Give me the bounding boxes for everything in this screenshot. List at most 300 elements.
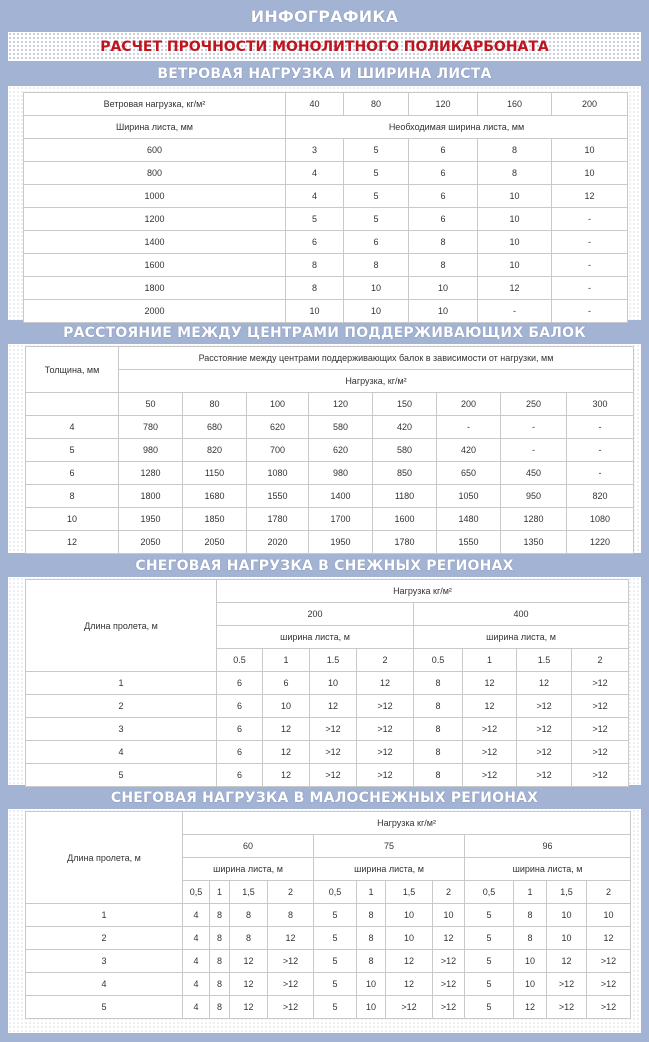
table-cell: 10 (478, 231, 552, 254)
section-heading-lowsnow: СНЕГОВАЯ НАГРУЗКА В МАЛОСНЕЖНЫХ РЕГИОНАХ (110, 790, 539, 806)
table-cell: 6 (263, 672, 310, 695)
table-cell: 8 (409, 254, 478, 277)
sheet-width-value: 0,5 (314, 881, 357, 904)
table-cell: 12 (230, 973, 268, 996)
table-cell: 5 (465, 927, 514, 950)
table-cell: 6 (409, 139, 478, 162)
section-heading-wind: ВЕТРОВАЯ НАГРУЗКА И ШИРИНА ЛИСТА (157, 66, 492, 82)
table-cell: - (552, 231, 628, 254)
table-row (26, 718, 629, 741)
table-cell: 8 (478, 139, 552, 162)
table-cell: 8 (478, 162, 552, 185)
table-snow (25, 579, 629, 787)
row-label: 5 (26, 996, 183, 1019)
table-cell: 1550 (247, 485, 309, 508)
table-cell: - (552, 254, 628, 277)
table-cell: 5 (344, 139, 409, 162)
table-cell: >12 (587, 973, 631, 996)
sheet-width-value: 0,5 (465, 881, 514, 904)
table-cell: 1400 (309, 485, 373, 508)
table-cell: 5 (344, 162, 409, 185)
table-cell: >12 (310, 764, 357, 787)
table-cell: 1780 (373, 531, 437, 554)
table-cell: 10 (263, 695, 310, 718)
row-label: 10 (26, 508, 119, 531)
sheet-width-label: ширина листа, м (465, 858, 631, 881)
table-cell: 950 (501, 485, 567, 508)
row-label: 1 (26, 904, 183, 927)
table-cell: 12 (463, 672, 517, 695)
table-cell: 1950 (309, 531, 373, 554)
table-cell: 12 (552, 185, 628, 208)
table-cell: 8 (210, 950, 230, 973)
wind-load-value: 80 (344, 93, 409, 116)
beam-load-value: 250 (501, 393, 567, 416)
table-cell: 5 (465, 996, 514, 1019)
table-cell: 5 (465, 904, 514, 927)
beam-load-label: Нагрузка, кг/м² (119, 370, 634, 393)
sheet-width-value: 1,5 (230, 881, 268, 904)
row-label: 2000 (24, 300, 286, 323)
table-cell: >12 (386, 996, 433, 1019)
row-label: 1600 (24, 254, 286, 277)
table-cell: 4 (183, 904, 210, 927)
table-cell: 6 (217, 718, 263, 741)
table-cell: 1700 (309, 508, 373, 531)
table-cell: 12 (517, 672, 572, 695)
beam-distance-label: Расстояние между центрами поддерживающих балок в зависимости от нагрузки, мм (119, 347, 634, 370)
table-cell: 980 (119, 439, 183, 462)
required-width-label: Необходимая ширина листа, мм (286, 116, 628, 139)
lowsnow-load-label: Нагрузка кг/м² (183, 812, 631, 835)
sheet-width-value: 1 (357, 881, 386, 904)
table-row (24, 93, 628, 116)
sheet-width-value: 1 (463, 649, 517, 672)
table-cell: 12 (433, 927, 465, 950)
table-cell: 6 (217, 741, 263, 764)
table-cell: 12 (514, 996, 547, 1019)
table-cell: >12 (572, 672, 629, 695)
table-cell: 1550 (437, 531, 501, 554)
table-cell: 10 (344, 300, 409, 323)
table-cell: 8 (210, 973, 230, 996)
lowsnow-load-group: 75 (314, 835, 465, 858)
table-cell: >12 (357, 764, 414, 787)
table-cell: 10 (386, 904, 433, 927)
table-cell: 5 (314, 950, 357, 973)
row-label: 4 (26, 973, 183, 996)
beam-load-value: 50 (119, 393, 183, 416)
table-row (26, 812, 631, 835)
table-cell: 12 (478, 277, 552, 300)
beam-load-value: 120 (309, 393, 373, 416)
sheet-width-value: 2 (357, 649, 414, 672)
table-cell: >12 (463, 718, 517, 741)
table-row (24, 162, 628, 185)
table-cell: 620 (309, 439, 373, 462)
table-cell: - (567, 416, 634, 439)
beam-load-value: 100 (247, 393, 309, 416)
table-cell: >12 (517, 741, 572, 764)
sheet-width-label: Ширина листа, мм (24, 116, 286, 139)
table-cell: >12 (268, 973, 314, 996)
table-cell: 1680 (183, 485, 247, 508)
table-cell: 2050 (183, 531, 247, 554)
table-cell: 8 (409, 231, 478, 254)
sheet-width-value: 1,5 (547, 881, 587, 904)
table-cell: 4 (286, 162, 344, 185)
table-cell: 700 (247, 439, 309, 462)
table-cell: 4 (183, 996, 210, 1019)
row-label: 8 (26, 485, 119, 508)
table-cell: 6 (286, 231, 344, 254)
table-cell: - (567, 439, 634, 462)
table-cell: 8 (210, 904, 230, 927)
table-cell: 10 (310, 672, 357, 695)
table-cell: 6 (409, 208, 478, 231)
sheet-width-label: ширина листа, м (217, 626, 414, 649)
thickness-label: Толщина, мм (26, 347, 119, 393)
table-cell: 5 (286, 208, 344, 231)
table-cell: >12 (268, 996, 314, 1019)
table-cell: 10 (514, 950, 547, 973)
sheet-width-value: 0.5 (414, 649, 463, 672)
table-cell: 8 (210, 927, 230, 950)
table-cell: 450 (501, 462, 567, 485)
panel-snow (8, 577, 641, 785)
table-cell: >12 (357, 695, 414, 718)
table-row (26, 904, 631, 927)
table-row (24, 185, 628, 208)
table-row (24, 231, 628, 254)
beam-load-value: 200 (437, 393, 501, 416)
table-cell: 3 (286, 139, 344, 162)
table-row (26, 439, 634, 462)
table-cell: 1080 (567, 508, 634, 531)
table-cell: - (552, 300, 628, 323)
table-cell: 580 (373, 439, 437, 462)
sheet-width-value: 1,5 (386, 881, 433, 904)
table-cell: 12 (263, 718, 310, 741)
table-cell: 8 (210, 996, 230, 1019)
sheet-width-value: 2 (572, 649, 629, 672)
table-cell: >12 (433, 950, 465, 973)
table-row (24, 139, 628, 162)
table-cell: 8 (514, 904, 547, 927)
row-label: 800 (24, 162, 286, 185)
table-cell: 10 (478, 254, 552, 277)
empty-cell (26, 393, 119, 416)
table-cell: 980 (309, 462, 373, 485)
row-label: 12 (26, 531, 119, 554)
table-cell: 12 (310, 695, 357, 718)
table-cell: 1050 (437, 485, 501, 508)
table-row (26, 531, 634, 554)
table-cell: 12 (587, 927, 631, 950)
table-cell: 1850 (183, 508, 247, 531)
table-cell: >12 (268, 950, 314, 973)
table-cell: 8 (414, 672, 463, 695)
table-cell: 6 (409, 185, 478, 208)
table-cell: - (501, 416, 567, 439)
table-row (26, 580, 629, 603)
table-cell: 10 (409, 277, 478, 300)
table-cell: 10 (357, 996, 386, 1019)
panel-beams (8, 344, 641, 553)
sheet-width-value: 1 (514, 881, 547, 904)
table-cell: 6 (217, 764, 263, 787)
table-cell: - (437, 416, 501, 439)
table-cell: 5 (465, 973, 514, 996)
table-cell: 10 (547, 927, 587, 950)
sheet-width-value: 2 (587, 881, 631, 904)
table-cell: 10 (286, 300, 344, 323)
table-cell: 12 (386, 973, 433, 996)
table-cell: 12 (230, 996, 268, 1019)
table-cell: 8 (357, 950, 386, 973)
table-cell: 10 (552, 139, 628, 162)
sheet-width-value: 1.5 (517, 649, 572, 672)
table-row (24, 300, 628, 323)
table-cell: 1180 (373, 485, 437, 508)
row-label: 5 (26, 764, 217, 787)
panel-wind (8, 86, 641, 320)
table-cell: >12 (517, 695, 572, 718)
table-cell: 4 (286, 185, 344, 208)
row-label: 1 (26, 672, 217, 695)
table-cell: - (478, 300, 552, 323)
row-label: 1400 (24, 231, 286, 254)
table-cell: 12 (263, 764, 310, 787)
snow-load-group: 200 (217, 603, 414, 626)
table-cell: 1780 (247, 508, 309, 531)
row-label: 4 (26, 416, 119, 439)
table-row (26, 508, 634, 531)
table-cell: 10 (386, 927, 433, 950)
table-cell: >12 (547, 973, 587, 996)
table-cell: 820 (183, 439, 247, 462)
table-cell: 5 (314, 904, 357, 927)
table-cell: >12 (572, 695, 629, 718)
table-cell: 4 (183, 927, 210, 950)
table-cell: 5 (344, 208, 409, 231)
table-cell: 8 (514, 927, 547, 950)
table-cell: - (552, 277, 628, 300)
table-lowsnow (25, 811, 631, 1019)
table-row (24, 254, 628, 277)
table-cell: - (501, 439, 567, 462)
table-row (26, 347, 634, 370)
table-cell: 8 (357, 904, 386, 927)
table-cell: 650 (437, 462, 501, 485)
table-row (26, 393, 634, 416)
sheet-width-label: ширина листа, м (314, 858, 465, 881)
table-cell: 5 (314, 927, 357, 950)
sheet-width-label: ширина листа, м (414, 626, 629, 649)
span-length-label: Длина пролета, м (26, 580, 217, 672)
table-cell: 10 (478, 185, 552, 208)
table-cell: 12 (268, 927, 314, 950)
sheet-width-label: ширина листа, м (183, 858, 314, 881)
table-cell: 10 (587, 904, 631, 927)
table-cell: >12 (587, 950, 631, 973)
table-cell: >12 (310, 741, 357, 764)
wind-load-label: Ветровая нагрузка, кг/м² (24, 93, 286, 116)
table-row (26, 764, 629, 787)
table-wind (23, 92, 628, 323)
sheet-width-value: 1 (263, 649, 310, 672)
wind-load-value: 160 (478, 93, 552, 116)
table-row (24, 208, 628, 231)
row-label: 2 (26, 695, 217, 718)
table-cell: 12 (357, 672, 414, 695)
table-cell: 680 (183, 416, 247, 439)
row-label: 6 (26, 462, 119, 485)
section-heading-beams: РАССТОЯНИЕ МЕЖДУ ЦЕНТРАМИ ПОДДЕРЖИВАЮЩИХ БАЛОК (63, 325, 586, 341)
row-label: 600 (24, 139, 286, 162)
table-cell: 10 (478, 208, 552, 231)
table-cell: 10 (514, 973, 547, 996)
row-label: 5 (26, 439, 119, 462)
table-cell: 1220 (567, 531, 634, 554)
infographic-subtitle: РАСЧЕТ ПРОЧНОСТИ МОНОЛИТНОГО ПОЛИКАРБОНАТА (8, 32, 641, 61)
table-row (26, 695, 629, 718)
table-cell: 8 (414, 764, 463, 787)
table-cell: >12 (463, 741, 517, 764)
table-cell: 10 (409, 300, 478, 323)
wind-load-value: 40 (286, 93, 344, 116)
lowsnow-load-group: 60 (183, 835, 314, 858)
table-cell: 12 (463, 695, 517, 718)
table-cell: 1080 (247, 462, 309, 485)
table-cell: 2050 (119, 531, 183, 554)
table-cell: 580 (309, 416, 373, 439)
row-label: 3 (26, 950, 183, 973)
table-beams (25, 346, 634, 554)
table-cell: >12 (517, 718, 572, 741)
row-label: 3 (26, 718, 217, 741)
table-cell: 5 (344, 185, 409, 208)
row-label: 1800 (24, 277, 286, 300)
row-label: 4 (26, 741, 217, 764)
table-cell: 6 (217, 672, 263, 695)
table-cell: >12 (572, 718, 629, 741)
table-cell: 12 (547, 950, 587, 973)
table-cell: - (567, 462, 634, 485)
table-cell: 12 (263, 741, 310, 764)
wind-load-value: 200 (552, 93, 628, 116)
table-row (26, 416, 634, 439)
sheet-width-value: 1.5 (310, 649, 357, 672)
table-cell: 6 (344, 231, 409, 254)
row-label: 2 (26, 927, 183, 950)
table-cell: >12 (587, 996, 631, 1019)
table-cell: >12 (357, 741, 414, 764)
table-cell: 1600 (373, 508, 437, 531)
table-row (26, 950, 631, 973)
table-cell: 1280 (119, 462, 183, 485)
table-cell: 5 (314, 996, 357, 1019)
table-row (26, 485, 634, 508)
sheet-width-value: 0,5 (183, 881, 210, 904)
table-cell: 5 (465, 950, 514, 973)
table-cell: 8 (414, 741, 463, 764)
sheet-width-value: 2 (268, 881, 314, 904)
table-cell: 8 (230, 904, 268, 927)
table-cell: 420 (373, 416, 437, 439)
table-cell: 4 (183, 973, 210, 996)
table-cell: 5 (314, 973, 357, 996)
table-cell: 820 (567, 485, 634, 508)
table-cell: 4 (183, 950, 210, 973)
beam-load-value: 300 (567, 393, 634, 416)
row-label: 1000 (24, 185, 286, 208)
table-cell: >12 (433, 996, 465, 1019)
table-cell: >12 (433, 973, 465, 996)
table-cell: - (552, 208, 628, 231)
beam-load-value: 150 (373, 393, 437, 416)
table-cell: >12 (572, 764, 629, 787)
lowsnow-load-group: 96 (465, 835, 631, 858)
sheet-width-value: 0.5 (217, 649, 263, 672)
table-cell: 12 (386, 950, 433, 973)
table-cell: >12 (463, 764, 517, 787)
table-row (26, 973, 631, 996)
table-cell: 1280 (501, 508, 567, 531)
table-cell: 620 (247, 416, 309, 439)
table-cell: 1480 (437, 508, 501, 531)
table-cell: 1800 (119, 485, 183, 508)
table-cell: 1150 (183, 462, 247, 485)
snow-load-label: Нагрузка кг/м² (217, 580, 629, 603)
table-cell: 8 (268, 904, 314, 927)
snow-load-group: 400 (414, 603, 629, 626)
table-cell: 12 (230, 950, 268, 973)
table-cell: 8 (286, 277, 344, 300)
section-heading-snow: СНЕГОВАЯ НАГРУЗКА В СНЕЖНЫХ РЕГИОНАХ (135, 558, 514, 574)
table-cell: 850 (373, 462, 437, 485)
row-label: 1200 (24, 208, 286, 231)
table-cell: >12 (310, 718, 357, 741)
infographic-title: ИНФОГРАФИКА (250, 6, 399, 26)
table-cell: 2020 (247, 531, 309, 554)
table-cell: 8 (286, 254, 344, 277)
sheet-width-value: 1 (210, 881, 230, 904)
table-cell: 8 (414, 695, 463, 718)
span-length-label: Длина пролета, м (26, 812, 183, 904)
table-cell: 10 (433, 904, 465, 927)
table-cell: 420 (437, 439, 501, 462)
table-cell: >12 (517, 764, 572, 787)
table-cell: 6 (217, 695, 263, 718)
table-cell: 1350 (501, 531, 567, 554)
table-cell: 10 (552, 162, 628, 185)
table-cell: >12 (547, 996, 587, 1019)
table-row (26, 672, 629, 695)
table-cell: 8 (344, 254, 409, 277)
table-cell: >12 (357, 718, 414, 741)
table-cell: >12 (572, 741, 629, 764)
table-cell: 10 (547, 904, 587, 927)
table-row (24, 116, 628, 139)
sheet-width-value: 2 (433, 881, 465, 904)
table-cell: 8 (357, 927, 386, 950)
table-row (26, 741, 629, 764)
wind-load-value: 120 (409, 93, 478, 116)
table-cell: 8 (230, 927, 268, 950)
table-cell: 1950 (119, 508, 183, 531)
beam-load-value: 80 (183, 393, 247, 416)
